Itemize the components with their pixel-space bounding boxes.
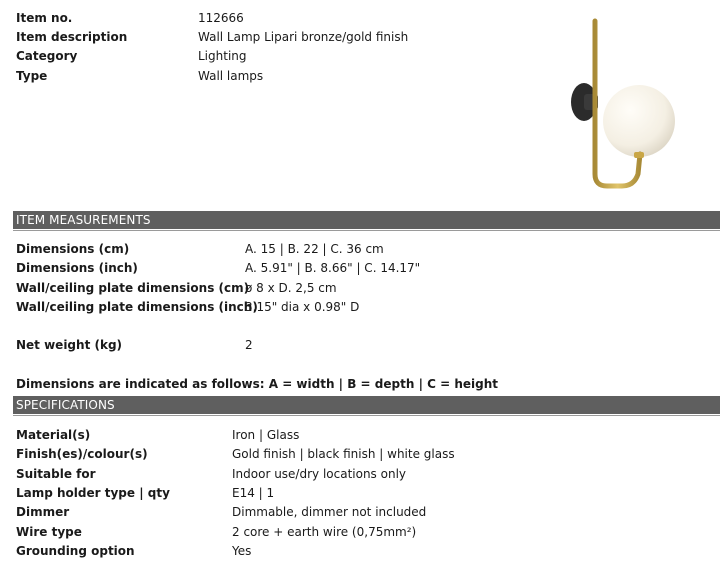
lamp-holder: [634, 152, 644, 158]
dimensions-inch-label: Dimensions (inch): [16, 261, 138, 275]
dimensions-note: Dimensions are indicated as follows: A = width | B = depth | C = height: [16, 377, 499, 391]
dimensions-cm-value: A. 15 | B. 22 | C. 36 cm: [245, 242, 384, 256]
dimmer-label: Dimmer: [16, 505, 70, 519]
item-no-value: 112666: [198, 11, 244, 25]
plate-dimensions-cm-value: ø 8 x D. 2,5 cm: [245, 281, 337, 295]
category-value: Lighting: [198, 49, 247, 63]
plate-dimensions-inch-label: Wall/ceiling plate dimensions (inch): [16, 300, 258, 314]
finishes-value: Gold finish | black finish | white glass: [232, 447, 455, 461]
wall-lamp-product-image: [560, 14, 685, 194]
item-no-label: Item no.: [16, 11, 73, 25]
item-description-label: Item description: [16, 30, 128, 44]
lamp-holder-value: E14 | 1: [232, 486, 275, 500]
suitable-for-value: Indoor use/dry locations only: [232, 467, 407, 481]
dimensions-cm-label: Dimensions (cm): [16, 242, 130, 256]
net-weight-label: Net weight (kg): [16, 338, 123, 352]
lamp-holder-label: Lamp holder type | qty: [16, 486, 170, 500]
finishes-label: Finish(es)/colour(s): [16, 447, 148, 461]
wire-type-value: 2 core + earth wire (0,75mm²): [232, 525, 417, 539]
grounding-label: Grounding option: [16, 544, 135, 558]
materials-label: Material(s): [16, 428, 91, 442]
glass-globe: [603, 85, 675, 157]
materials-value: Iron | Glass: [232, 428, 300, 442]
suitable-for-label: Suitable for: [16, 467, 96, 481]
type-label: Type: [16, 69, 48, 83]
plate-dimensions-inch-value: 3.15" dia x 0.98" D: [245, 300, 360, 314]
category-label: Category: [16, 49, 78, 63]
section-header-specifications: SPECIFICATIONS: [13, 396, 720, 414]
dimensions-inch-value: A. 5.91" | B. 8.66" | C. 14.17": [245, 261, 421, 275]
dimmer-value: Dimmable, dimmer not included: [232, 505, 427, 519]
type-value: Wall lamps: [198, 69, 264, 83]
grounding-value: Yes: [232, 544, 252, 558]
plate-dimensions-cm-label: Wall/ceiling plate dimensions (cm): [16, 281, 250, 295]
section-header-measurements: ITEM MEASUREMENTS: [13, 211, 720, 229]
item-description-value: Wall Lamp Lipari bronze/gold finish: [198, 30, 409, 44]
net-weight-value: 2: [245, 338, 253, 352]
wire-type-label: Wire type: [16, 525, 82, 539]
